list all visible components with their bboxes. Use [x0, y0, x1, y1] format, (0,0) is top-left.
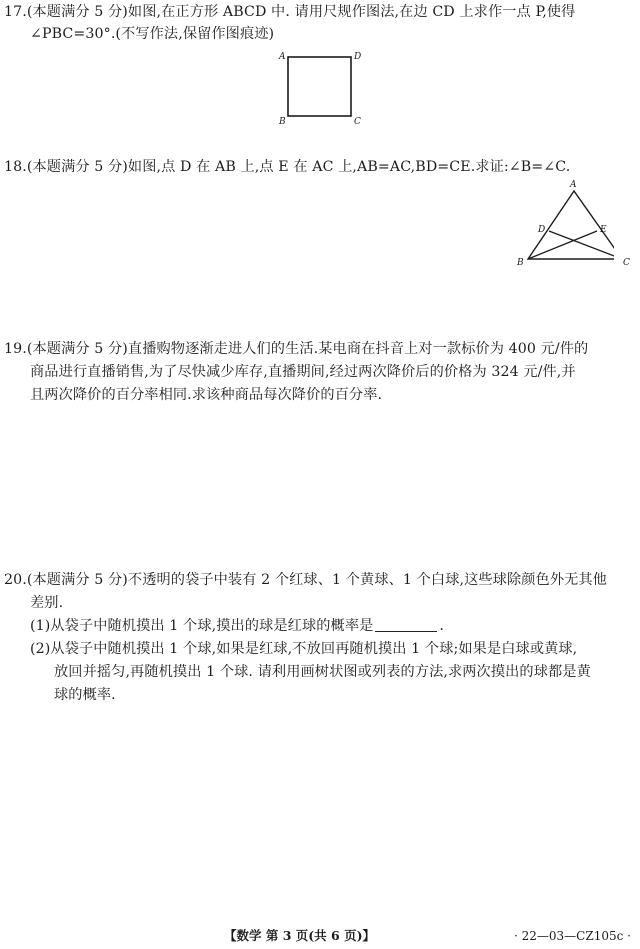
- problem-19-line-2: 商品进行直播销售,为了尽快减少库存,直播期间,经过两次降价后的价格为 324 元/件,并: [30, 364, 576, 380]
- segment-cd: [549, 231, 614, 259]
- square-abcd-figure: [278, 48, 368, 128]
- label-e: E: [600, 225, 607, 235]
- label-d: D: [538, 225, 546, 235]
- problem-19-line-3: 且两次降价的百分率相同.求该种商品每次降价的百分率.: [30, 387, 383, 403]
- page-footer-code: · 22—03—CZ105c ·: [514, 929, 631, 943]
- problem-20-part-1-end: .: [439, 618, 445, 634]
- square-abcd: [288, 57, 351, 116]
- problem-17-line-2: ∠PBC=30°.(不写作法,保留作图痕迹): [30, 26, 275, 42]
- label-a: A: [279, 52, 286, 62]
- label-c: C: [354, 117, 361, 127]
- problem-19-line-1: 19.(本题满分 5 分)直播购物逐渐走进人们的生活.某电商在抖音上对一款标价为 400 元/件的: [4, 341, 589, 357]
- problem-20-part-1: [30, 616, 444, 636]
- triangle-abc-figure: [514, 178, 614, 268]
- problem-20-part-1-text: (1)从袋子中随机摸出 1 个球,摸出的球是红球的概率是: [30, 618, 374, 634]
- problem-20-part-2-line-1: (2)从袋子中随机摸出 1 个球,如果是红球,不放回再随机摸出 1 个球;如果是白球或黄球,: [30, 641, 578, 657]
- label-d: D: [354, 52, 362, 62]
- label-c: C: [623, 258, 630, 268]
- problem-20-part-2-line-3: 球的概率.: [54, 687, 116, 703]
- label-a: A: [570, 180, 577, 190]
- label-b: B: [517, 258, 524, 268]
- problem-20-line-1: 20.(本题满分 5 分)不透明的袋子中装有 2 个红球、1 个黄球、1 个白球,这些球除颜色外无其他: [4, 572, 607, 588]
- problem-20-line-2: 差别.: [30, 595, 64, 611]
- problem-18-line-1: 18.(本题满分 5 分)如图,点 D 在 AB 上,点 E 在 AC 上,AB=AC,BD=CE.求证:∠B=∠C.: [4, 159, 571, 175]
- answer-blank[interactable]: [375, 617, 437, 632]
- triangle-label-c: [622, 254, 636, 268]
- page-footer-center: 【数学 第 3 页(共 6 页)】: [224, 928, 375, 943]
- label-b: B: [279, 117, 286, 127]
- problem-17-line-1: 17.(本题满分 5 分)如图,在正方形 ABCD 中. 请用尺规作图法,在边 CD 上求作一点 P,使得: [4, 4, 576, 20]
- problem-20-part-2-line-2: 放回并摇匀,再随机摸出 1 个球. 请利用画树状图或列表的方法,求两次摸出的球都是黄: [54, 664, 591, 680]
